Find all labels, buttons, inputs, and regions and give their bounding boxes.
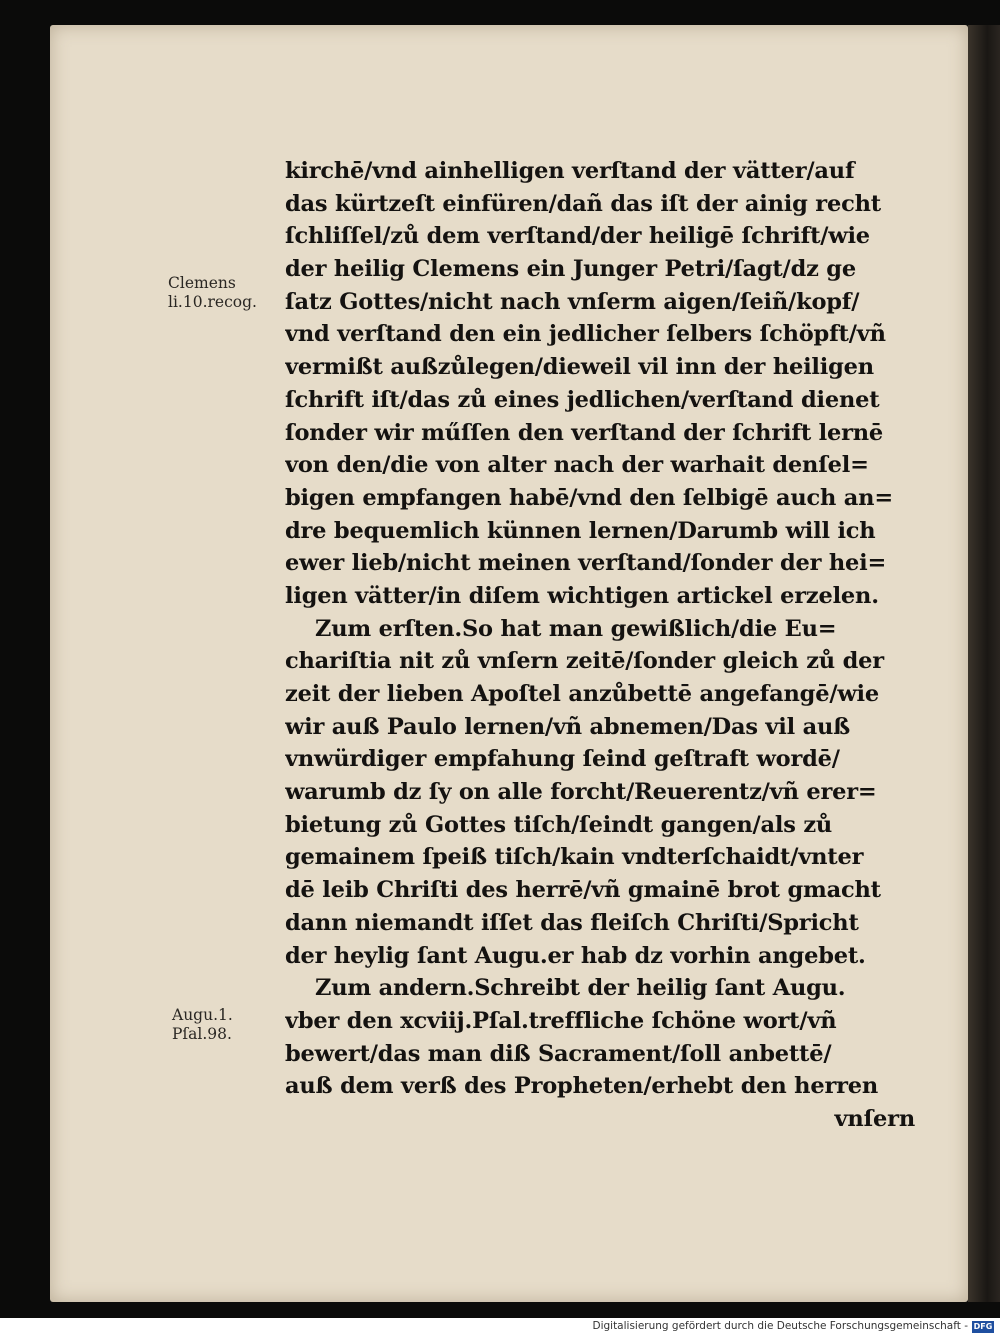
text-line: gemainem ſpeiß tiſch/kain vndterſchaidt/vnter bbox=[285, 844, 864, 871]
text-line: vnd verſtand den ein jedlicher ſelbers ſchöpft/vñ bbox=[285, 321, 886, 348]
body-text bbox=[285, 155, 915, 1136]
text-line: Zum erſten.So hat man gewißlich/die Eu= bbox=[315, 615, 837, 642]
dfg-logo-icon: DFG bbox=[973, 1322, 993, 1331]
text-line: ligen vätter/in diſem wichtigen artickel erzelen. bbox=[285, 582, 879, 609]
footer-credit: Digitalisierung gefördert durch die Deutsche Forschungsgemeinschaft - bbox=[592, 1320, 968, 1332]
margin-note-augustine bbox=[172, 1006, 282, 1044]
text-line: das kürtzeſt einfüren/dañ das iſt der ainig recht bbox=[285, 190, 881, 217]
text-line: ſatz Gottes/nicht nach vnſerm aigen/ſeiñ/kopf/ bbox=[285, 288, 860, 315]
text-line: wir auß Paulo lernen/vñ abnemen/Das vil auß bbox=[285, 713, 851, 740]
text-line: bewert/das man diß Sacrament/ſoll anbettē/ bbox=[285, 1040, 832, 1067]
text-line: Zum andern.Schreibt der heilig ſant Augu. bbox=[315, 975, 846, 1002]
margin-note-clemens bbox=[168, 274, 278, 312]
text-line: chariſtia nit zů vnſern zeitē/ſonder gleich zů der bbox=[285, 648, 884, 675]
margin-note-line: Clemens bbox=[168, 274, 236, 292]
text-line: bietung zů Gottes tiſch/ſeindt gangen/als zů bbox=[285, 811, 833, 838]
catchword: vnſern bbox=[834, 1105, 915, 1132]
text-line: bigen empfangen habē/vnd den ſelbigē auch an= bbox=[285, 484, 893, 511]
text-line: von den/die von alter nach der warhait denſel= bbox=[285, 452, 869, 479]
text-line: ſchrift iſt/das zů eines jedlichen/verſtand dienet bbox=[285, 386, 880, 413]
text-line: ewer lieb/nicht meinen verſtand/ſonder der hei= bbox=[285, 550, 887, 577]
text-line: ſchliſſel/zů dem verſtand/der heiligē ſchrift/wie bbox=[285, 223, 870, 250]
text-line: vber den xcviij.Pſal.treffliche ſchöne wort/vñ bbox=[285, 1007, 837, 1034]
text-line: dann niemandt iſſet das fleiſch Chriſti/Spricht bbox=[285, 909, 859, 936]
text-line: vermißt außzůlegen/dieweil vil inn der heiligen bbox=[285, 354, 874, 381]
margin-note-line: li.10.recog. bbox=[168, 293, 257, 311]
text-line: warumb dz ſy on alle forcht/Reuerentz/vñ erer= bbox=[285, 779, 877, 806]
text-line: vnwürdiger empfahung ſeind geſtraft wordē/ bbox=[285, 746, 840, 773]
text-line: der heilig Clemens ein Junger Petri/ſagt/dz ge bbox=[285, 256, 856, 283]
margin-note-line: Pſal.98. bbox=[172, 1025, 232, 1043]
margin-note-line: Augu.1. bbox=[172, 1006, 233, 1024]
digitization-footer bbox=[0, 1318, 1000, 1337]
text-line: dre bequemlich künnen lernen/Darumb will ich bbox=[285, 517, 876, 544]
text-line: der heylig ſant Augu.er hab dz vorhin angebet. bbox=[285, 942, 866, 969]
text-line: ſonder wir műſſen den verſtand der ſchrift lernē bbox=[285, 419, 884, 446]
text-line: kirchē/vnd ainhelligen verſtand der vätter/auf bbox=[285, 158, 855, 184]
text-line: zeit der lieben Apoſtel anzůbettē angefangē/wie bbox=[285, 681, 879, 707]
text-line: dē leib Chriſti des herrē/vñ gmainē brot gmacht bbox=[285, 877, 881, 904]
text-line: auß dem verß des Propheten/erhebt den herren bbox=[285, 1073, 879, 1100]
page-edge-shadow bbox=[968, 25, 1000, 1302]
